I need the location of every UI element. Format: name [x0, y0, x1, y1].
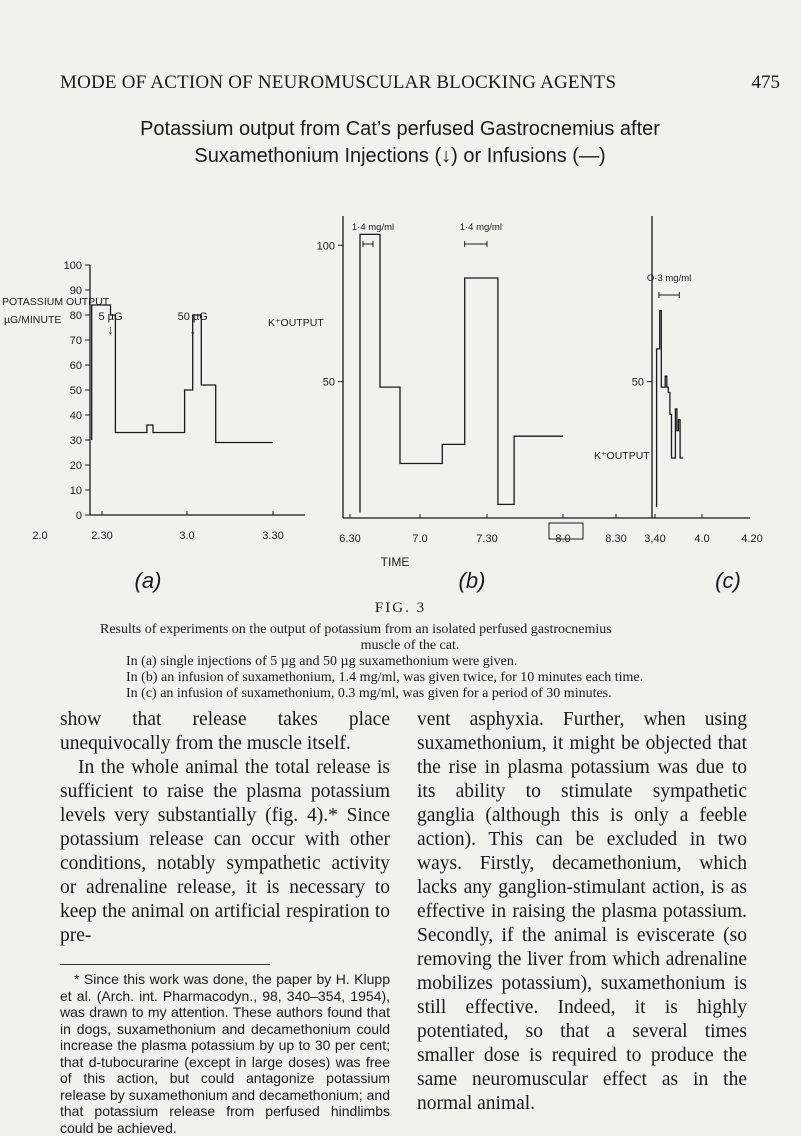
y-tick-label: 20 — [69, 460, 82, 472]
figure-3-chart — [0, 150, 801, 600]
y-tick-label: 70 — [69, 335, 82, 347]
panel-label-a: (a) — [134, 568, 162, 593]
left-paragraph-1: show that release takes place unequivocally from the muscle itself. — [60, 709, 390, 754]
infusion-label: O·3 mg/ml — [646, 273, 692, 284]
figure-title-line-2: Suxamethonium Injections (↓) or Infusions (—) — [194, 145, 606, 167]
caption-a: In (a) single injections of 5 µg and 50 µg suxamethonium were given. — [126, 654, 518, 669]
panel-label-c: (c) — [715, 568, 741, 593]
injection-arrow: ↓ — [107, 322, 114, 337]
figure-caption — [100, 622, 720, 702]
x-tick-label: 2.30 — [91, 530, 113, 542]
left-paragraph-2: In the whole animal the total release is sufficient to raise the plasma potassium levels very substantially (fig. 4).* Since potassium release can occur with other conditions, notably sympathetic activity or adrenaline release, it is necessary to keep the animal on artificial respiration to pre- — [60, 757, 390, 946]
data-trace — [92, 305, 273, 443]
figure-number: FIG. 3 — [374, 600, 427, 616]
x-tick-label: 3.30 — [262, 530, 284, 542]
panel-label-b: (b) — [458, 568, 486, 593]
x-tick-label: 6.30 — [339, 533, 361, 545]
y-axis-title-unit: µG/MINUTE — [4, 314, 62, 326]
caption-main: Results of experiments on the output of potassium from an isolated perfused gastrocnemius — [100, 622, 612, 637]
y-tick-label: 60 — [69, 360, 82, 372]
data-trace — [360, 234, 563, 512]
figure-title-line-1: Potassium output from Cat’s perfused Gastrocnemius after — [140, 118, 660, 140]
y-tick-label: 30 — [69, 435, 82, 447]
running-header — [60, 72, 780, 96]
data-trace — [657, 311, 684, 507]
caption-b: In (b) an infusion of suxamethonium, 1.4 mg/ml, was given twice, for 10 minutes each time. — [126, 670, 644, 685]
caption-c: In (c) an infusion of suxamethonium, 0.3 mg/ml, was given for a period of 30 minutes. — [126, 686, 612, 701]
x-tick-label: 3,40 — [644, 533, 666, 545]
panel-b — [268, 216, 585, 545]
x-tick-label: 4.0 — [694, 533, 710, 545]
caption-main-2: muscle of the cat. — [360, 638, 460, 653]
injection-label: 5 µG — [98, 311, 123, 323]
y-tick-label: 0 — [75, 510, 82, 522]
infusion-label: 1·4 mg/ml — [459, 222, 502, 233]
time-axis-label: TIME — [380, 555, 410, 569]
y-tick-label: 100 — [316, 240, 335, 253]
x-tick-label: 4.20 — [741, 533, 763, 545]
x-tick-label: 7.30 — [476, 533, 498, 545]
y-axis-title: K⁺OUTPUT — [268, 317, 324, 329]
y-tick-label: 50 — [322, 376, 335, 389]
y-tick-label: 90 — [69, 285, 82, 297]
panel-c — [585, 216, 763, 545]
page-number: 475 — [751, 72, 780, 93]
running-title: MODE OF ACTION OF NEUROMUSCULAR BLOCKING AGENTS — [60, 72, 617, 93]
footnote: * Since this work was done, the paper by H. Klupp et al. (Arch. int. Pharmacodyn., 98, 340–354, 1954), was drawn to my attention. These authors found that in dogs, suxamethonium and decamethonium could increase the plasma potassium by up to 30 per cent; that d-tubocurarine (except in large doses) was free of this action, but could antagonize potassium release by suxamethonium and decamethonium; and that potassium release from perfused hindlimbs could be achieved. — [60, 971, 390, 1136]
footnote-rule — [60, 964, 270, 965]
x-tick-label: 3.0 — [179, 530, 195, 542]
right-paragraph-1: vent asphyxia. Further, when using suxamethonium, it might be objected that the rise in plasma potassium was due to its ability to stimulate sympathetic ganglia (although this is only a feeble action). This can be excluded in two ways. Firstly, decamethonium, which lacks any ganglion-stimulant action, is as effective in raising the plasma potassium. Secondly, if the animal is eviscerate (so removing the liver from which adrenaline mobilizes potassium), suxamethonium is still effective. Indeed, it is highly potentiated, so that a several times smaller dose is required to produce the same neuromuscular effect as in the normal animal. — [417, 709, 747, 1114]
x-tick-label: 7.0 — [412, 533, 428, 545]
y-tick-label: 40 — [69, 410, 82, 422]
y-tick-label: 10 — [69, 485, 82, 497]
y-tick-label: 80 — [69, 310, 82, 322]
injection-label: 50 µG — [177, 311, 208, 323]
y-axis-title: K⁺OUTPUT — [594, 450, 650, 462]
x-tick-label: 8.30 — [605, 533, 627, 545]
y-tick-label: 50 — [69, 385, 82, 397]
y-tick-label: 100 — [63, 260, 82, 272]
injection-arrow: ↓ — [189, 322, 196, 337]
panel-a — [2, 260, 305, 542]
left-column — [60, 708, 390, 1136]
y-tick-label: 50 — [631, 376, 644, 389]
y-axis-title: POTASSIUM OUTPUT — [2, 296, 110, 308]
right-column — [417, 708, 747, 1116]
x-tick-label: 8.0 — [555, 533, 571, 545]
x-tick-label: 2.0 — [32, 530, 48, 542]
infusion-label: 1·4 mg/ml — [351, 222, 395, 233]
